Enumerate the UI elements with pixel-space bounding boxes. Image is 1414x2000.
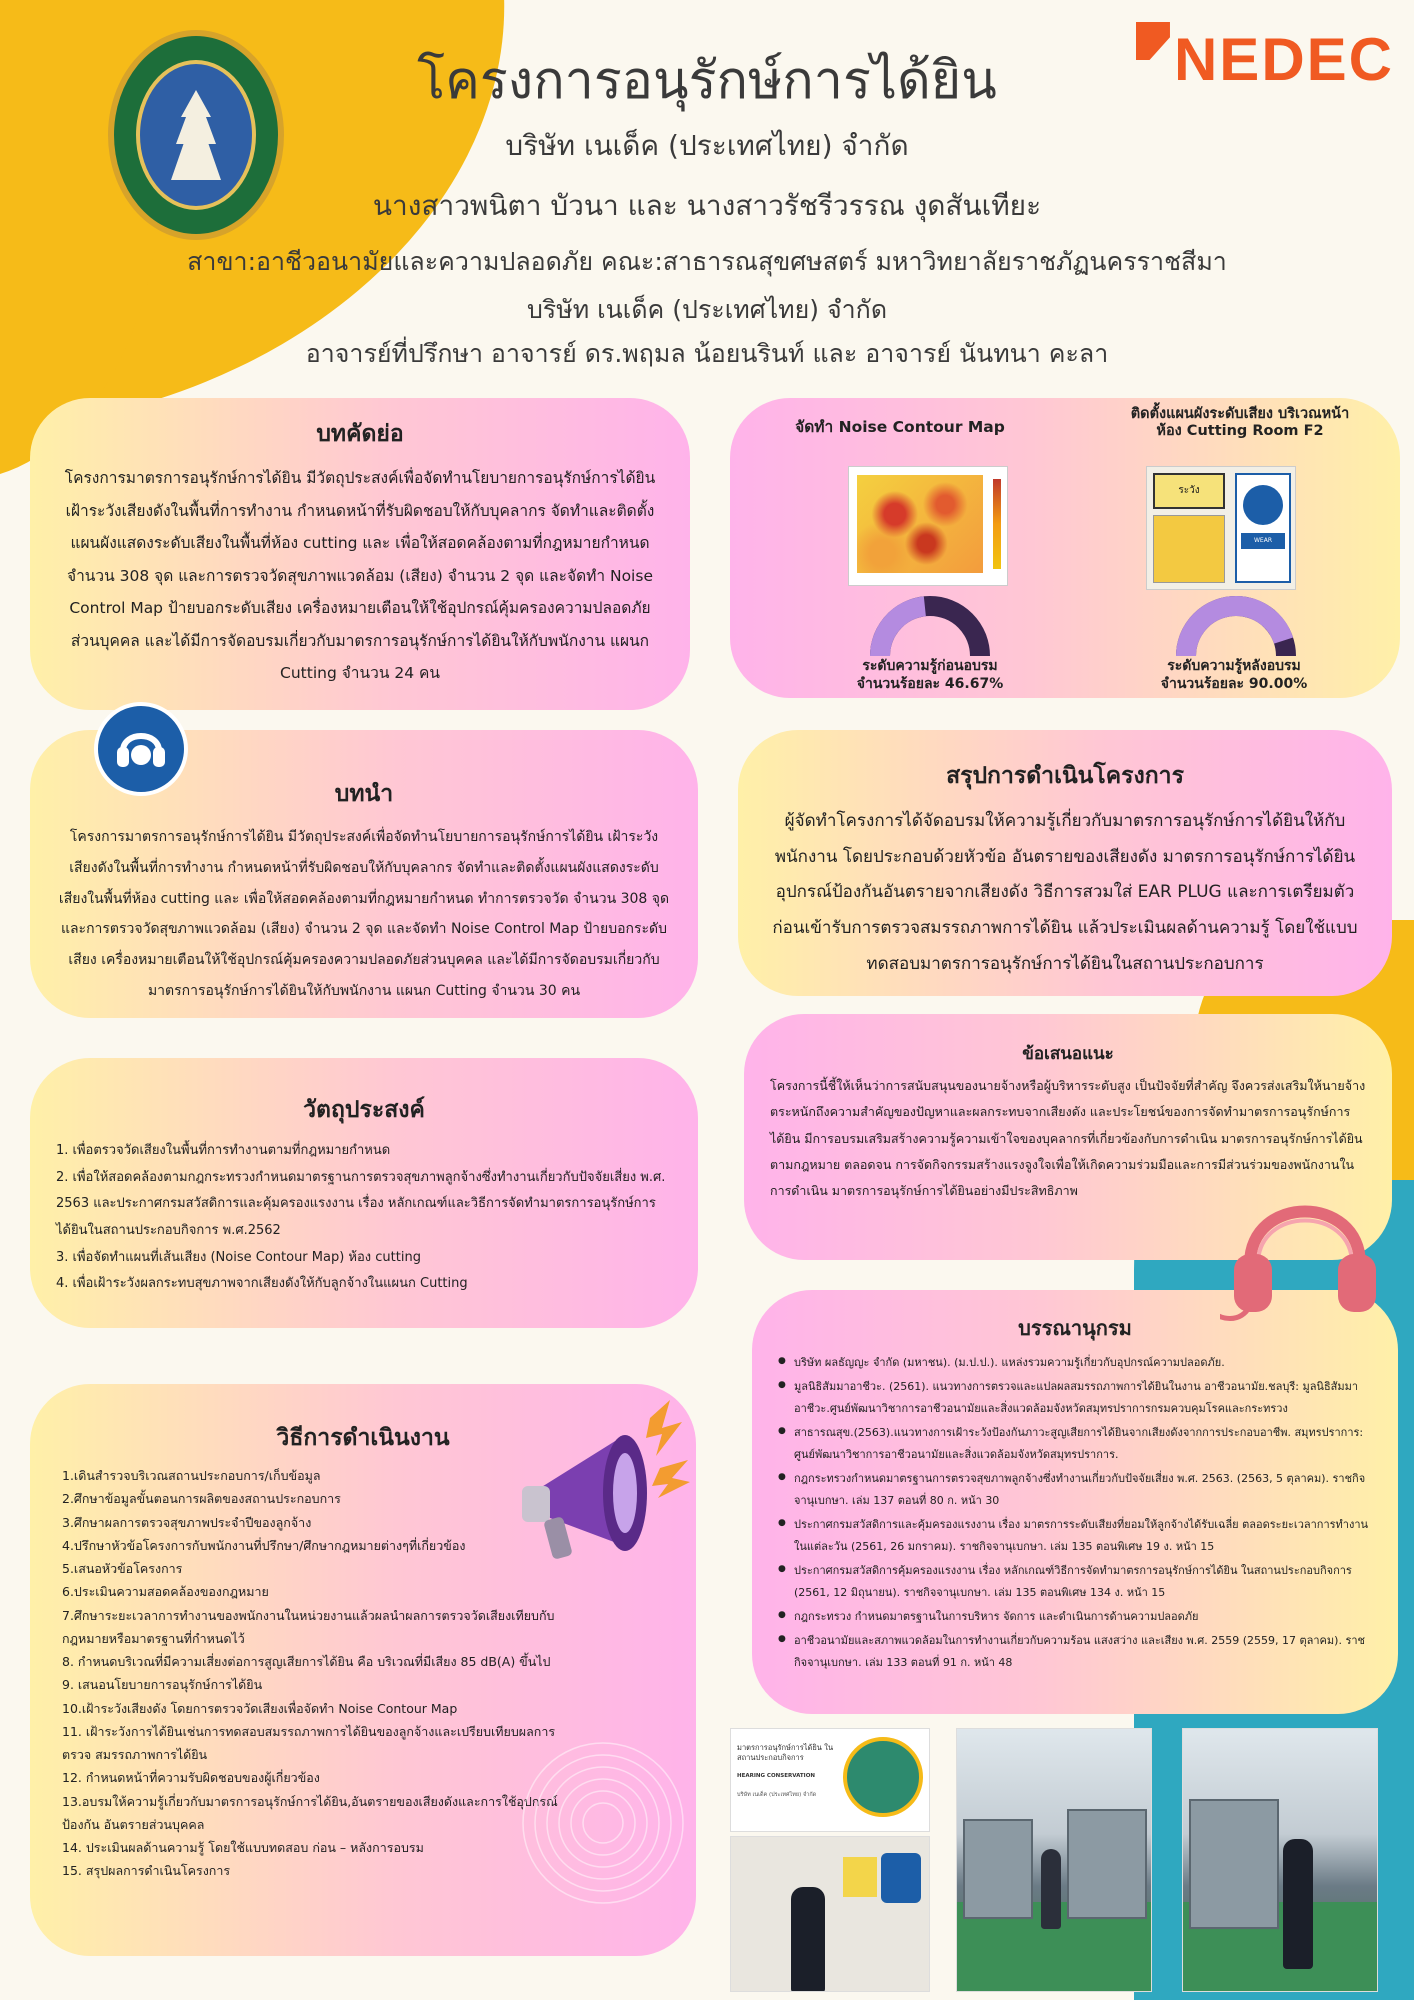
objective-item: 3. เพื่อจัดทำแผนที่เส้นเสียง (Noise Contour Map) ห้อง cutting	[56, 1249, 421, 1265]
references-list	[778, 1352, 1372, 1674]
reference-item: ● กฎกระทรวงกำหนดมาตรฐานการตรวจสุขภาพลูกจ้างซึ่งทำงานเกี่ยวกับปัจจัยเสี่ยง พ.ศ. 2563. (2563, 5 ตุลาคม). ราชกิจจานุเบกษา. เล่ม 137 ตอนที่ 80 ก. หน้า 30	[778, 1468, 1372, 1512]
introduction-text: โครงการมาตรการอนุรักษ์การได้ยิน มีวัตถุประสงค์เพื่อจัดทำนโยบายการอนุรักษ์การได้ยิน เฝ้าระวังเสียงดังในพื้นที่การทำงาน กำหนดหน้าที่รับผิดชอบให้กับบุคลากร จัดทำและติดตั้งแผนผังแสดงระดับเสียงในพื้นที่ห้อง cutting และ เพื่อให้สอดคล้องตามที่กฎหมายกำหนด ทำการตรวจวัด จำนวน 308 จุด และการตรวจวัดสุขภาพแวดล้อม (เสียง) จำนวน 2 จุด และจัดทำ Noise Control Map ป้ายบอกระดับเสียง เครื่องหมายเตือนให้ใช้อุปกรณ์คุ้มครองความปลอดภัยส่วนบุคคล และได้มีการจัดอบรมเกี่ยวกับมาตรการอนุรักษ์การได้ยินให้กับพนักงาน แผนก Cutting จำนวน 30 คน	[58, 829, 670, 999]
sign-warning-label: ระวัง	[1153, 473, 1225, 509]
knowledge-after-label: ระดับความรู้หลังอบรม	[1167, 658, 1301, 674]
noise-contour-map-image	[848, 466, 1008, 586]
suggestion-heading: ข้อเสนอแนะ	[1022, 1044, 1114, 1064]
method-item: 15. สรุปผลการดำเนินโครงการ	[62, 1863, 231, 1879]
advisors: อาจารย์ที่ปรึกษา อาจารย์ ดร.พฤมล น้อยนรินท์ และ อาจารย์ นันทนา คะลา	[305, 339, 1109, 368]
company-name-secondary: บริษัท เนเด็ค (ประเทศไทย) จำกัด	[526, 295, 888, 324]
poster-photo-company: บริษัท เนเด็ค (ประเทศไทย) จำกัด	[737, 1792, 817, 1798]
megaphone-icon	[500, 1398, 690, 1588]
methods-heading: วิธีการดำเนินงาน	[276, 1425, 450, 1451]
reference-item: ● มูลนิธิสัมมาอาชีวะ. (2561). แนวทางการตรวจและแปลผลสมรรถภาพการได้ยินในงาน อาชีวอนามัย.ชลบุรี: มูลนิธิสัมมาอาชีวะ.ศูนย์พัฒนาวิชาการอาชีวอนามัยและสิ่งแวดล้อมจังหวัดสมุทรปราการกรมควบคุมโรคและกระทรวง	[778, 1376, 1372, 1420]
poster-photo-subtitle: HEARING CONSERVATION	[737, 1773, 815, 1779]
company-name: บริษัท เนเด็ค (ประเทศไทย) จำกัด	[505, 129, 909, 162]
reference-item: ● อาชีวอนามัยและสภาพแวดล้อมในการทำงานเกี่ยวกับความร้อน แสงสว่าง และเสียง พ.ศ. 2559 (2559, 17 ตุลาคม). ราชกิจจานุเบกษา. เล่ม 133 ตอนที่ 91 ก. หน้า 48	[778, 1630, 1372, 1674]
method-item: 10.เฝ้าระวังเสียงดัง โดยการตรวจวัดเสียงเพื่อจัดทำ Noise Contour Map	[62, 1700, 458, 1716]
results-card	[730, 398, 1400, 698]
reference-item: ● ประกาศกรมสวัสดิการคุ้มครองแรงงาน เรื่อง หลักเกณฑ์วิธีการจัดทำมาตรการอนุรักษ์การได้ยิน ในสถานประกอบกิจการ (2561, 12 มิถุนายน). ราชกิจจานุเบกษา. เล่ม 135 ตอนพิเศษ 134 ง. หน้า 15	[778, 1560, 1372, 1604]
suggestion-text: โครงการนี้ชี้ให้เห็นว่าการสนับสนุนของนายจ้างหรือผู้บริหารระดับสูง เป็นปัจจัยที่สำคัญ จึงควรส่งเสริมให้นายจ้างตระหนักถึงความสำคัญของปัญหาและผลกระทบจากเสียงดัง และประโยชน์ของการจัดทำมาตรการอนุรักษ์การได้ยิน มีการอบรมเสริมสร้างความรู้ความเข้าใจของบุคลากรที่เกี่ยวข้องกับการดำเนิน มาตรการอนุรักษ์การได้ยินตามกฎหมาย ตลอดจน การจัดกิจกรรมสร้างแรงจูงใจเพื่อให้เกิดความร่วมมือและการมีส่วนร่วมของพนักงานในการดำเนิน มาตรการอนุรักษ์การได้ยินอย่างมีประสิทธิภาพ	[770, 1078, 1366, 1198]
poster-photo-title: มาตรการอนุรักษ์การได้ยิน ในสถานประกอบกิจการ	[737, 1743, 834, 1762]
sound-wave-decoration	[518, 1738, 688, 1908]
affiliation: สาขา:อาชีวอนามัยและความปลอดภัย คณะ:สาธารณสุขศษสตร์ มหาวิทยาลัยราชภัฏนครราชสีมา	[187, 247, 1227, 276]
factory-measurement-photo-1	[956, 1728, 1152, 1992]
sign-earmuff-label: WEAR EARMUFF	[1241, 533, 1285, 549]
sign-installation-photo	[730, 1836, 930, 1992]
knowledge-after-value: จำนวนร้อยละ 90.00%	[1160, 675, 1308, 692]
references-heading: บรรณานุกรม	[1018, 1316, 1132, 1340]
poster-title: โครงการอนุรักษ์การได้ยิน	[417, 51, 997, 111]
objectives-card	[30, 1058, 698, 1328]
introduction-heading: บทนำ	[334, 781, 394, 807]
factory-measurement-photo-2	[1182, 1728, 1378, 1992]
method-item: 12. กำหนดหน้าที่ความรับผิดชอบของผู้เกี่ยวข้อง	[62, 1770, 320, 1786]
abstract-heading: บทคัดย่อ	[316, 421, 404, 447]
training-poster-photo	[730, 1728, 930, 1832]
objective-item: 4. เพื่อเฝ้าระวังผลกระทบสุขภาพจากเสียงดังให้กับลูกจ้างในแผนก Cutting	[56, 1276, 468, 1292]
method-item: 14. ประเมินผลด้านความรู้ โดยใช้แบบทดสอบ ก่อน – หลังการอบรม	[62, 1840, 424, 1855]
nedec-logo-text: NEDEC	[1173, 26, 1394, 93]
objective-item: 2. เพื่อให้สอดคล้องตามกฎกระทรวงกำหนดมาตรฐานการตรวจสุขภาพลูกจ้างซึ่งทำงานเกี่ยวกับปัจจัยเสี่ยง พ.ศ. 2563 และประกาศกรมสวัสดิการและคุ้มครองแรงงาน เรื่อง หลักเกณฑ์และวิธีการจัดทำมาตรการอนุรักษ์การได้ยินในสถานประกอบกิจการ พ.ศ.2562	[56, 1169, 666, 1238]
method-item: 9. เสนอนโยบายการอนุรักษ์การได้ยิน	[62, 1677, 263, 1693]
reference-item: ● สาธารณสุข.(2563).แนวทางการเฝ้าระวังป้องกันภาวะสูญเสียการได้ยินจากเสียงดังจากการประกอบอาชีพ. สมุทรปราการ: ศูนย์พัฒนาวิชาการอาชีวอนามัยและสิ่งแวดล้อมจังหวัดสมุทรปราการ.	[778, 1422, 1372, 1466]
noise-level-sign-image	[1146, 466, 1296, 590]
references-card	[752, 1290, 1398, 1714]
objective-item: 1. เพื่อตรวจวัดเสียงในพื้นที่การทำงานตามที่กฎหมายกำหนด	[56, 1143, 391, 1158]
headphones-icon	[1220, 1174, 1390, 1324]
summary-heading: สรุปการดำเนินโครงการ	[946, 763, 1184, 789]
method-item: 6.ประเมินความสอดคล้องของกฎหมาย	[62, 1584, 269, 1600]
objectives-list	[56, 1138, 672, 1298]
objectives-heading: วัตถุประสงค์	[303, 1097, 425, 1123]
method-item: 8. กำหนดบริเวณที่มีความเสี่ยงต่อการสูญเสียการได้ยิน คือ บริเวณที่มีเสียง 85 dB(A) ขึ้นไป	[62, 1654, 551, 1669]
method-item: 4.ปรึกษาหัวข้อโครงการกับพนักงานที่ปรึกษา/ศึกษากฎหมายต่างๆที่เกี่ยวข้อง	[62, 1537, 466, 1553]
method-item: 3.ศึกษาผลการตรวจสุขภาพประจำปีของลูกจ้าง	[62, 1514, 312, 1530]
method-item: 5.เสนอหัวข้อโครงการ	[62, 1561, 183, 1576]
authors: นางสาวพนิตา บัวนา และ นางสาวรัชรีวรรณ งุดสันเทียะ	[372, 189, 1042, 222]
abstract-text: โครงการมาตรการอนุรักษ์การได้ยิน มีวัตถุประสงค์เพื่อจัดทำนโยบายการอนุรักษ์การได้ยิน เฝ้าระวังเสียงดังในพื้นที่การทำงาน กำหนดหน้าที่รับผิดชอบให้กับบุคลากร จัดทำและติดตั้งแผนผังแสดงระดับเสียงในพื้นที่ห้อง cutting และ เพื่อให้สอดคล้องตามที่กฎหมายกำหนด จำนวน 308 จุด และการตรวจวัดสุขภาพแวดล้อม (เสียง) จำนวน 2 จุด และจัดทำ Noise Control Map ป้ายบอกระดับเสียง เครื่องหมายเตือนให้ใช้อุปกรณ์คุ้มครองความปลอดภัยส่วนบุคคล และได้มีการจัดอบรมเกี่ยวกับมาตรการอนุรักษ์การได้ยินให้กับพนักงาน แผนก Cutting จำนวน 24 คน	[64, 469, 656, 683]
ear-protection-icon	[94, 702, 188, 796]
summary-text: ผู้จัดทำโครงการได้จัดอบรมให้ความรู้เกี่ยวกับมาตรการอนุรักษ์การได้ยินให้กับพนักงาน โดยประกอบด้วยหัวข้อ อันตรายของเสียงดัง มาตรการอนุรักษ์การได้ยิน อุปกรณ์ป้องกันอันตรายจากเสียงดัง วิธีการสวมใส่ EAR PLUG และการเตรียมตัวก่อนเข้ารับการตรวจสมรรถภาพการได้ยิน แล้วประเมินผลด้านความรู้ โดยใช้แบบทดสอบมาตรการอนุรักษ์การได้ยินในสถานประกอบการ	[772, 811, 1358, 974]
method-item: 2.ศึกษาข้อมูลขั้นตอนการผลิตของสถานประกอบการ	[62, 1491, 341, 1507]
knowledge-before-value: จำนวนร้อยละ 46.67%	[856, 675, 1004, 692]
reference-item: ● กฎกระทรวง กำหนดมาตรฐานในการบริหาร จัดการ และดำเนินการด้านความปลอดภัย	[778, 1606, 1372, 1628]
method-item: 13.อบรมให้ความรู้เกี่ยวกับมาตรการอนุรักษ์การได้ยิน,อันตรายของเสียงดังและการใช้อุปกรณ์ป้องกัน อันตรายส่วนบุคคล	[62, 1793, 558, 1832]
knowledge-after-gauge	[1176, 596, 1296, 656]
noise-map-caption: จัดทำ Noise Contour Map	[795, 418, 1005, 436]
method-item: 1.เดินสำรวจบริเวณสถานประกอบการ/เก็บข้อมูล	[62, 1468, 321, 1483]
summary-card	[738, 730, 1392, 996]
noise-sign-caption: ติดตั้งแผนผังระดับเสียง บริเวณหน้าห้อง Cutting Room F2	[1130, 406, 1350, 440]
knowledge-before-gauge	[870, 596, 990, 656]
knowledge-before-label: ระดับความรู้ก่อนอบรม	[862, 658, 998, 674]
abstract-card	[30, 398, 690, 710]
reference-item: ● บริษัท ผลธัญญะ จำกัด (มหาชน). (ม.ป.ป.). แหล่งรวมความรู้เกี่ยวกับอุปกรณ์ความปลอดภัย.	[778, 1352, 1372, 1374]
reference-item: ● ประกาศกรมสวัสดิการและคุ้มครองแรงงาน เรื่อง มาตรการระดับเสียงที่ยอมให้ลูกจ้างได้รับเฉลี่ย ตลอดระยะเวลาการทำงานในแต่ละวัน (2561, 26 มกราคม). ราชกิจจานุเบกษา. เล่ม 135 ตอนพิเศษ 19 ง. หน้า 15	[778, 1514, 1372, 1558]
method-item: 11. เฝ้าระวังการได้ยินเช่นการทดสอบสมรรถภาพการได้ยินของลูกจ้างและเปรียบเทียบผลการตรวจ สมรรถภาพการได้ยิน	[62, 1723, 556, 1762]
method-item: 7.ศึกษาระยะเวลาการทำงานของพนักงานในหน่วยงานแล้วผลนำผลการตรวจวัดเสียงเทียบกับ กฎหมายหรือมาตรฐานที่กำหนดไว้	[62, 1607, 555, 1646]
